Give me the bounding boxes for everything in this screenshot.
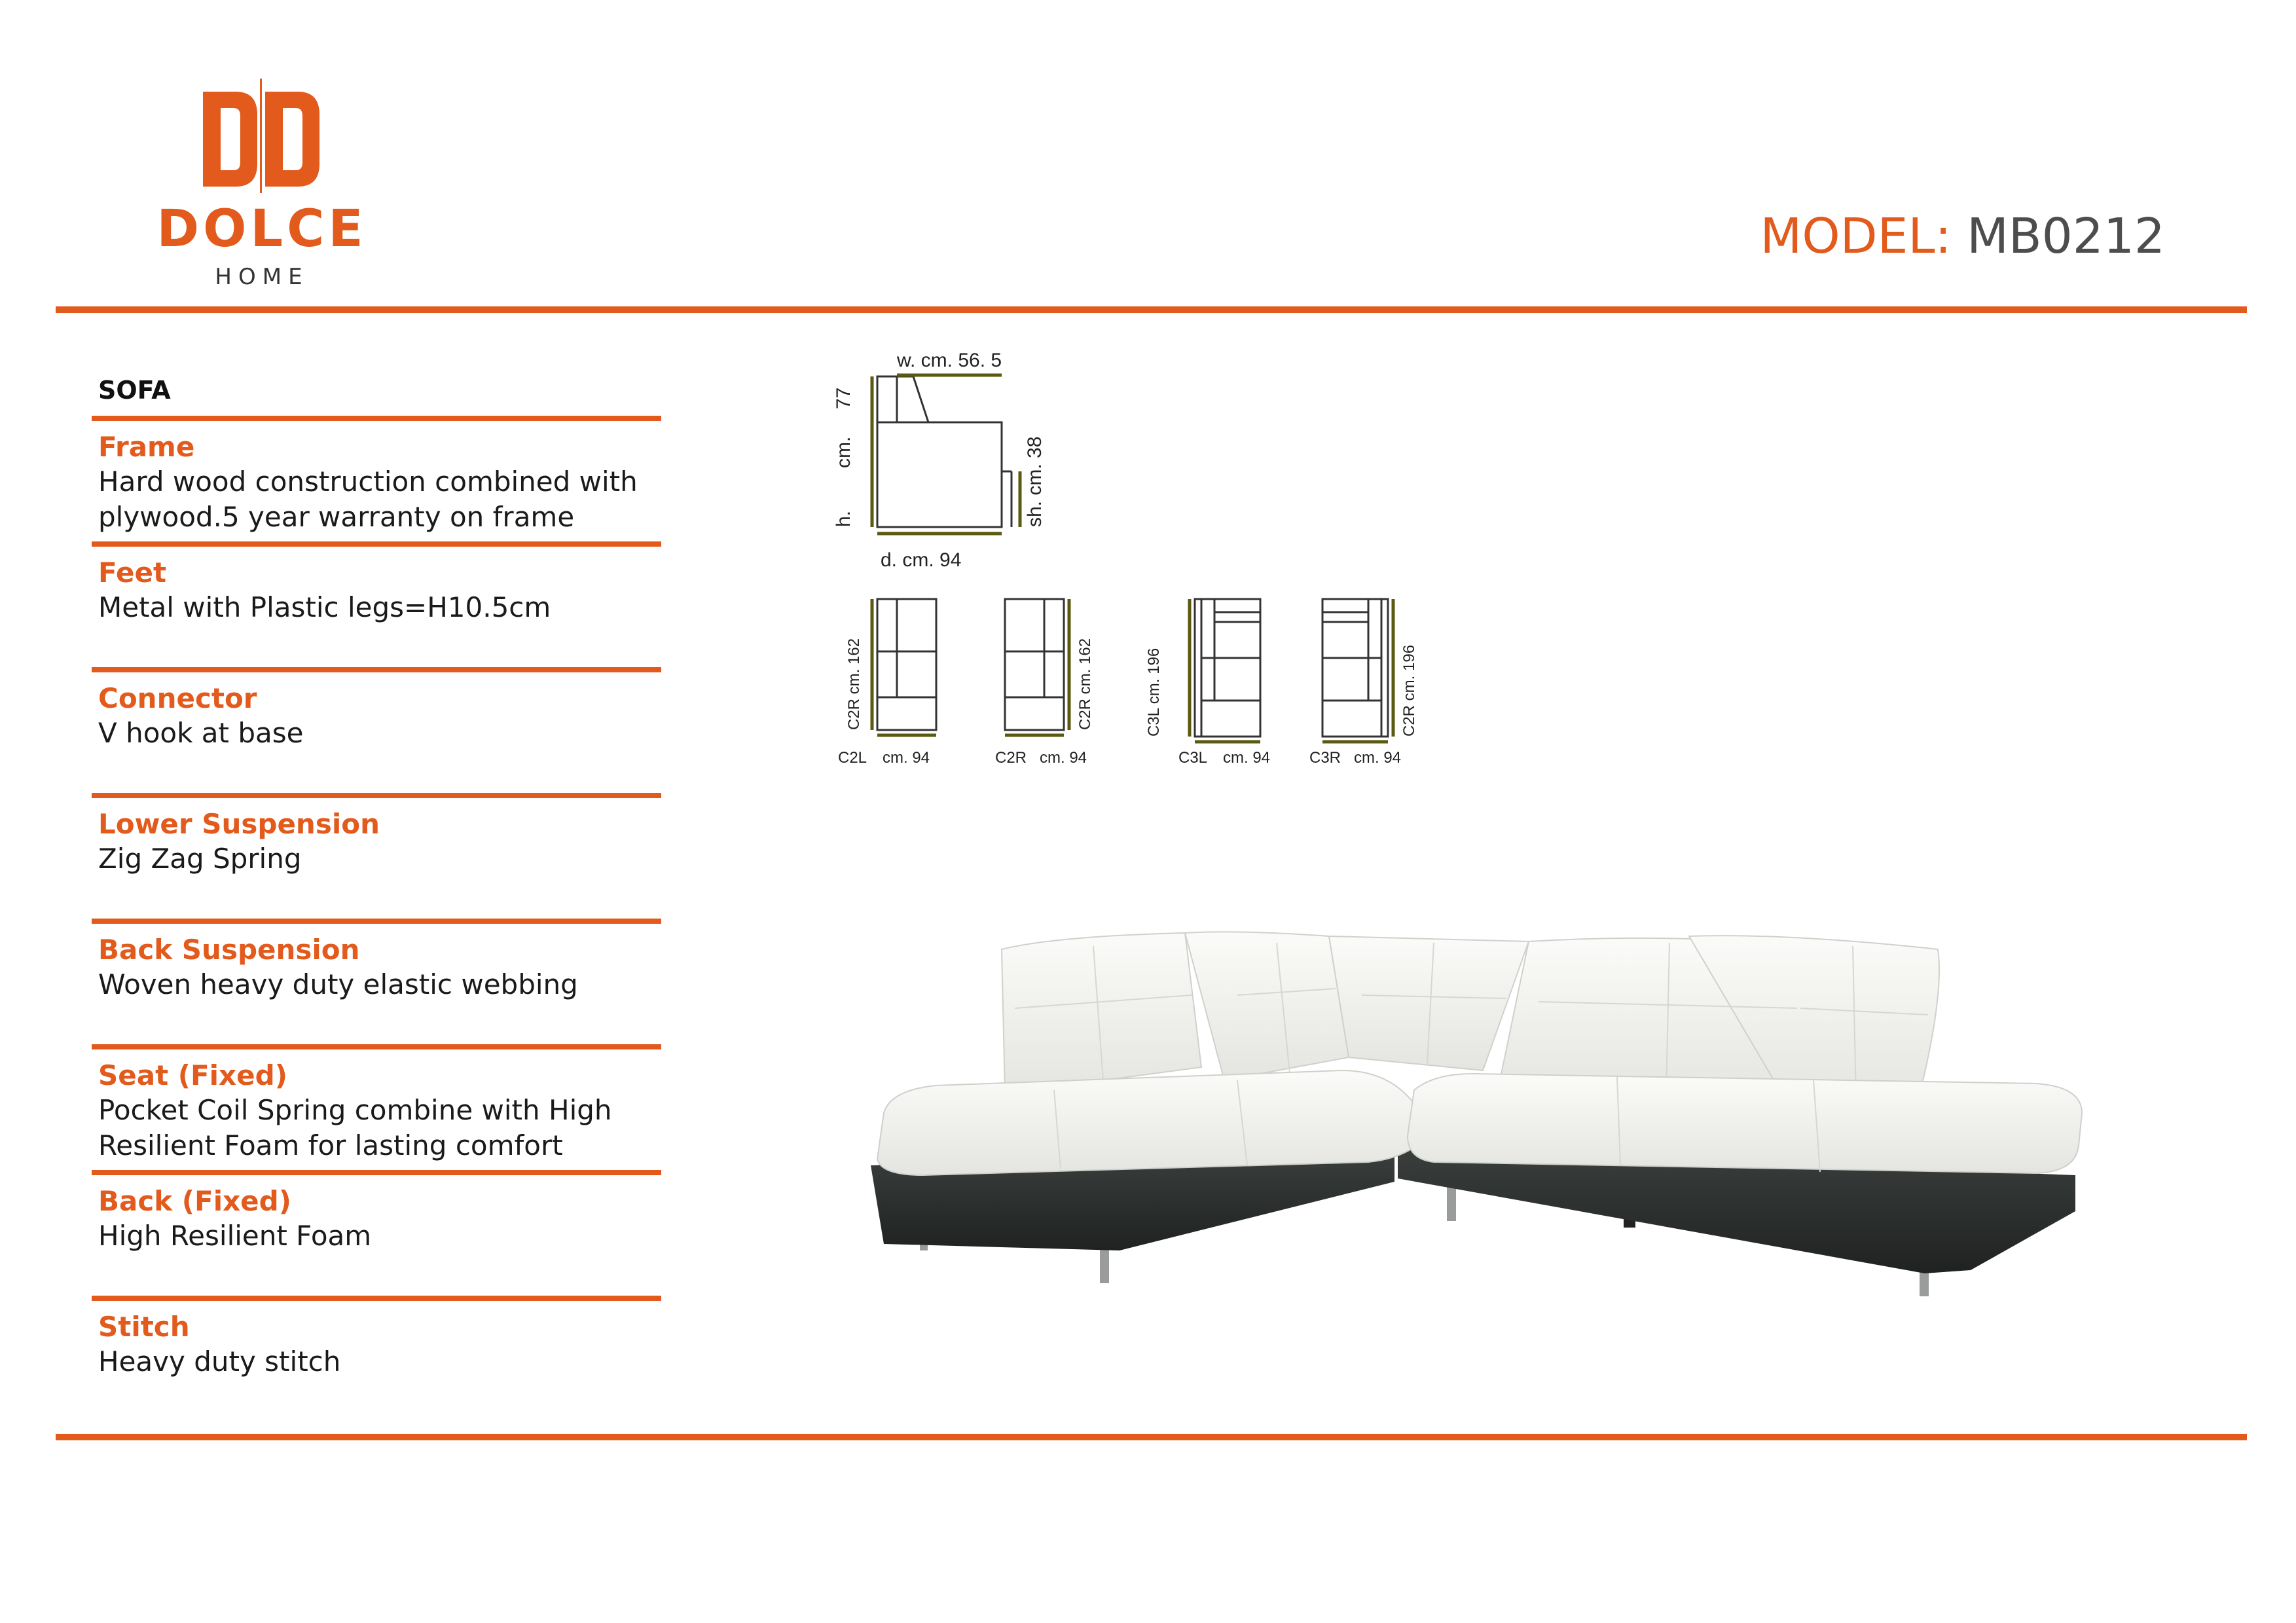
spec-title: Feet [98, 556, 167, 589]
seat-height-label: sh. cm. 38 [1024, 436, 1046, 527]
right-chaise-seat [1408, 1074, 2082, 1173]
spec-title: Back Suspension [98, 934, 360, 966]
spec-line: plywood.5 year warranty on frame [98, 501, 575, 533]
module-width-label: cm. 94 [883, 749, 930, 767]
model-heading [1760, 208, 2165, 264]
model-label: MODEL: [1760, 208, 1952, 264]
backrest-corner [1329, 936, 1529, 1070]
spec-divider [92, 1170, 661, 1175]
depth-label: d. cm. 94 [881, 549, 962, 571]
spec-connector [92, 667, 661, 751]
spec-title: Seat (Fixed) [98, 1059, 287, 1091]
height-cm-label: cm. [833, 436, 854, 468]
bottom-divider [56, 1434, 2247, 1440]
spec-frame [92, 416, 661, 535]
spec-divider [92, 919, 661, 924]
spec-seat [92, 1044, 661, 1163]
spec-line: V hook at base [98, 717, 304, 749]
module-c3l [1145, 599, 1270, 767]
module-length-label: C2R cm. 162 [845, 638, 863, 730]
spec-feet [92, 541, 661, 625]
brand-name: DOLCE [156, 200, 367, 259]
module-width-label: cm. 94 [1040, 749, 1087, 767]
spec-divider [92, 1296, 661, 1301]
width-label: w. cm. 56. 5 [897, 350, 1002, 371]
left-chaise-seat [877, 1070, 1421, 1175]
spec-line: Zig Zag Spring [98, 843, 302, 875]
spec-divider [92, 793, 661, 798]
spec-back-suspension [92, 919, 661, 1002]
sectional-sofa-illustration [845, 917, 2102, 1309]
spec-divider [92, 416, 661, 421]
brand-subtitle: HOME [215, 264, 309, 290]
spec-divider [92, 667, 661, 672]
spec-title: Frame [98, 431, 195, 463]
spec-line: Hard wood construction combined with [98, 465, 638, 498]
spec-lower-suspension [92, 793, 661, 877]
height-value-label: 77 [833, 387, 854, 409]
spec-back [92, 1170, 661, 1254]
module-code-label: C3R [1309, 749, 1341, 767]
spec-line: Woven heavy duty elastic webbing [98, 968, 578, 1000]
spec-title: Connector [98, 682, 257, 714]
spec-line: Pocket Coil Spring combine with High [98, 1094, 612, 1126]
spec-divider [92, 1044, 661, 1049]
module-length-label: C2R cm. 196 [1400, 644, 1418, 737]
spec-title: Stitch [98, 1311, 190, 1343]
dd-logo-mark-icon [200, 72, 324, 193]
module-length-label: C2R cm. 162 [1076, 638, 1094, 730]
spec-line: Metal with Plastic legs=H10.5cm [98, 591, 551, 623]
module-code-label: C3L [1178, 749, 1208, 767]
spec-line: Resilient Foam for lasting comfort [98, 1129, 563, 1161]
spec-stitch [92, 1296, 661, 1379]
module-c3r [1309, 599, 1418, 767]
spec-title: Lower Suspension [98, 808, 380, 840]
side-profile-drawing [877, 376, 1011, 527]
height-h-label: h. [833, 510, 854, 527]
spec-title: Back (Fixed) [98, 1185, 291, 1217]
spec-divider [92, 541, 661, 547]
module-width-label: cm. 94 [1223, 749, 1271, 767]
dimension-diagrams [812, 337, 1467, 795]
module-width-label: cm. 94 [1354, 749, 1402, 767]
category-title: SOFA [98, 376, 171, 405]
model-number: MB0212 [1967, 208, 2165, 264]
module-code-label: C2L [838, 749, 867, 767]
top-divider [56, 306, 2247, 313]
brand-logo [137, 72, 386, 295]
module-length-label: C3L cm. 196 [1145, 647, 1163, 737]
backrest-left [1002, 933, 1201, 1093]
module-c2l [838, 599, 936, 767]
spec-line: Heavy duty stitch [98, 1345, 341, 1377]
module-code-label: C2R [995, 749, 1027, 767]
backrest-corner-left [1185, 932, 1349, 1080]
module-c2r [995, 599, 1094, 767]
spec-line: High Resilient Foam [98, 1220, 372, 1252]
